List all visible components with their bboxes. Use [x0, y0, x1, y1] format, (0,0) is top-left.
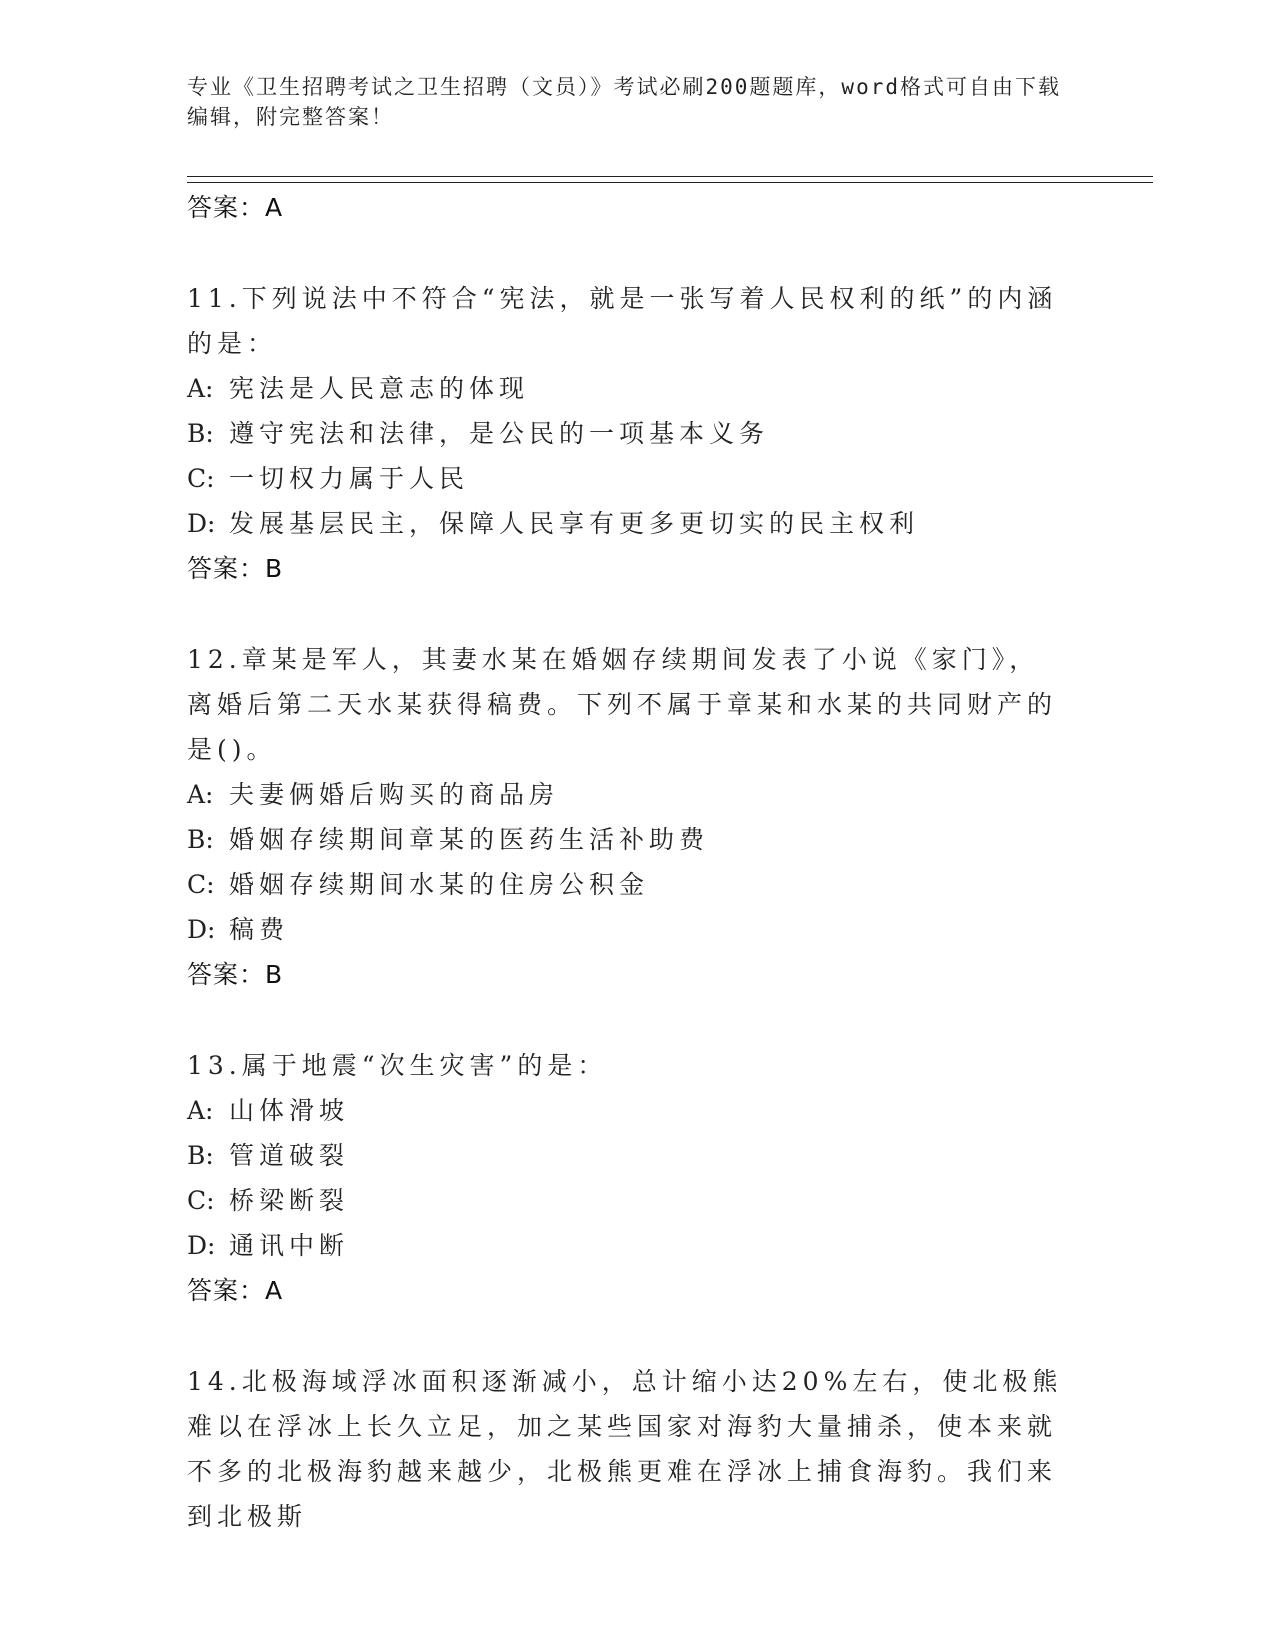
option-text: 婚姻存续期间章某的医药生活补助费	[229, 825, 710, 854]
option-a	[187, 1088, 1087, 1133]
option-text: 管道破裂	[229, 1141, 350, 1170]
option-letter: D:	[187, 915, 216, 944]
option-c	[187, 456, 1087, 501]
option-c	[187, 1178, 1087, 1223]
option-letter: A:	[187, 780, 214, 809]
option-a	[187, 772, 1087, 817]
option-letter: C:	[187, 464, 215, 493]
question-text: 12.章某是军人，其妻水某在婚姻存续期间发表了小说《家门》，离婚后第二天水某获得稿费。下列不属于章某和水某的共同财产的是()。	[187, 645, 1058, 764]
option-text: 山体滑坡	[229, 1096, 350, 1125]
option-d	[187, 907, 1087, 952]
question-text: 13.属于地震“次生灾害”的是：	[187, 1051, 608, 1080]
option-text: 遵守宪法和法律，是公民的一项基本义务	[229, 419, 770, 448]
question-text: 14.北极海域浮冰面积逐渐减小，总计缩小达20%左右，使北极熊难以在浮冰上长久立足，加之某些国家对海豹大量捕杀，使本来就不多的北极海豹越来越少，北极熊更难在浮冰上捕食海豹。我们来到北极斯	[187, 1367, 1063, 1531]
option-d	[187, 501, 1087, 546]
option-letter: B:	[187, 419, 214, 448]
option-letter: A:	[187, 1096, 214, 1125]
option-letter: D:	[187, 509, 216, 538]
question-text: 11.下列说法中不符合“宪法，就是一张写着人民权利的纸”的内涵的是：	[187, 284, 1058, 358]
document-content	[187, 185, 1087, 1539]
answer-line: 答案：A	[187, 193, 284, 222]
option-c	[187, 862, 1087, 907]
option-letter: B:	[187, 1141, 214, 1170]
option-b	[187, 1133, 1087, 1178]
option-letter: C:	[187, 1186, 215, 1215]
option-text: 婚姻存续期间水某的住房公积金	[229, 870, 650, 899]
header-rule-top	[187, 176, 1153, 177]
answer-line: 答案：B	[187, 554, 284, 583]
option-letter: D:	[187, 1231, 216, 1260]
question-spacer	[187, 591, 1087, 637]
option-letter: B:	[187, 825, 214, 854]
option-text: 桥梁断裂	[229, 1186, 350, 1215]
option-b	[187, 817, 1087, 862]
question-spacer	[187, 1313, 1087, 1359]
option-a	[187, 366, 1087, 411]
option-d	[187, 1223, 1087, 1268]
question-spacer	[187, 230, 1087, 276]
option-letter: A:	[187, 374, 214, 403]
option-text: 稿费	[229, 915, 290, 944]
question-spacer	[187, 997, 1087, 1043]
document-header: 专业《卫生招聘考试之卫生招聘（文员）》考试必刷200题题库，word格式可自由下载编辑，附完整答案！	[187, 75, 1061, 129]
option-b	[187, 411, 1087, 456]
answer-line: 答案：B	[187, 960, 284, 989]
option-text: 夫妻俩婚后购买的商品房	[229, 780, 560, 809]
option-text: 发展基层民主，保障人民享有更多更切实的民主权利	[229, 509, 920, 538]
answer-line: 答案：A	[187, 1276, 284, 1305]
option-text: 一切权力属于人民	[229, 464, 470, 493]
option-text: 宪法是人民意志的体现	[229, 374, 530, 403]
header-rule-bottom	[187, 182, 1153, 183]
option-letter: C:	[187, 870, 215, 899]
option-text: 通讯中断	[229, 1231, 350, 1260]
